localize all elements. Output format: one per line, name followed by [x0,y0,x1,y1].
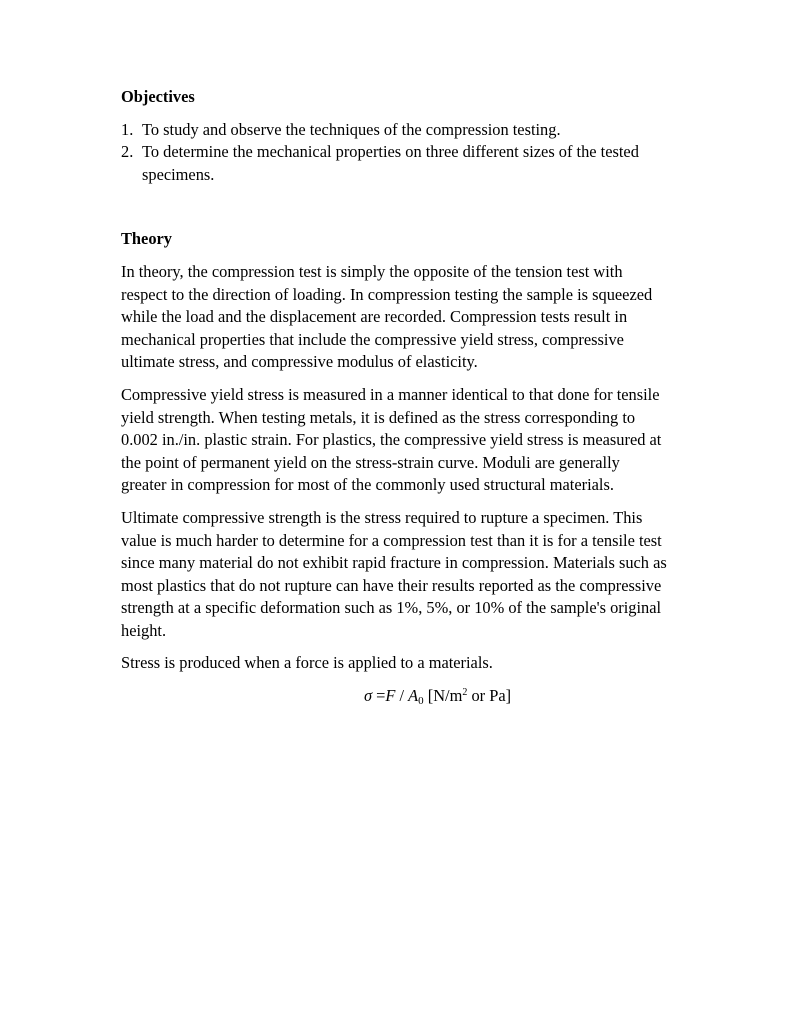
theory-paragraph-2: Compressive yield stress is measured in a manner identical to that done for tensile yield strength. When testing metals, it is defined as the stress corresponding to 0.002 in./in. plastic strain. For plastics, the compressive yield stress is measured at the point of permanent yield on the stress-strain curve. Moduli are generally greater in compression for most of the commonly used structural materials. [121,384,662,495]
stress-formula [206,685,669,711]
list-item-text: To study and observe the techniques of the compression testing. [142,119,561,139]
formula-unit-close: or Pa] [467,686,512,706]
theory-heading: Theory [121,229,172,249]
list-item-number: 1. [121,119,134,139]
list-item [121,141,669,186]
objectives-heading: Objectives [121,87,195,106]
theory-paragraph-1: In theory, the compression test is simply the opposite of the tension test with respect to the direction of loading. In compression testing the sample is squeezed while the load and the displacement are recorded. Compression tests result in mechanical properties that include the compressive yield stress, compressive ultimate stress, and compressive modulus of elasticity. [121,261,653,372]
list-item [121,119,669,142]
formula-divide: / [395,686,409,706]
theory-paragraph-4: Stress is produced when a force is applied to a materials. [121,653,493,673]
formula-force: F [385,686,396,706]
document-page [121,86,669,711]
formula-area-subscript: 0 [418,695,424,708]
formula-unit-superscript: 2 [462,687,468,699]
list-item-text: To determine the mechanical properties on three different sizes of the tested specimens. [142,142,639,184]
formula-sigma: σ [363,686,373,706]
objectives-list [121,119,669,187]
formula-area: A [408,686,419,706]
theory-paragraph-3: Ultimate compressive strength is the stress required to rupture a specimen. This value is much harder to determine for a compression test than it is for a tensile test since many material do not exhibit rapid fracture in compression. Materials such as most plastics that do not rupture can have their results reported as the compressive strength at a specific deformation such as 1%, 5%, or 10% of the sample's original height. [121,507,667,640]
list-item-number: 2. [121,142,134,162]
formula-unit-open: [N/m [423,686,463,706]
formula-equals: = [372,686,386,706]
